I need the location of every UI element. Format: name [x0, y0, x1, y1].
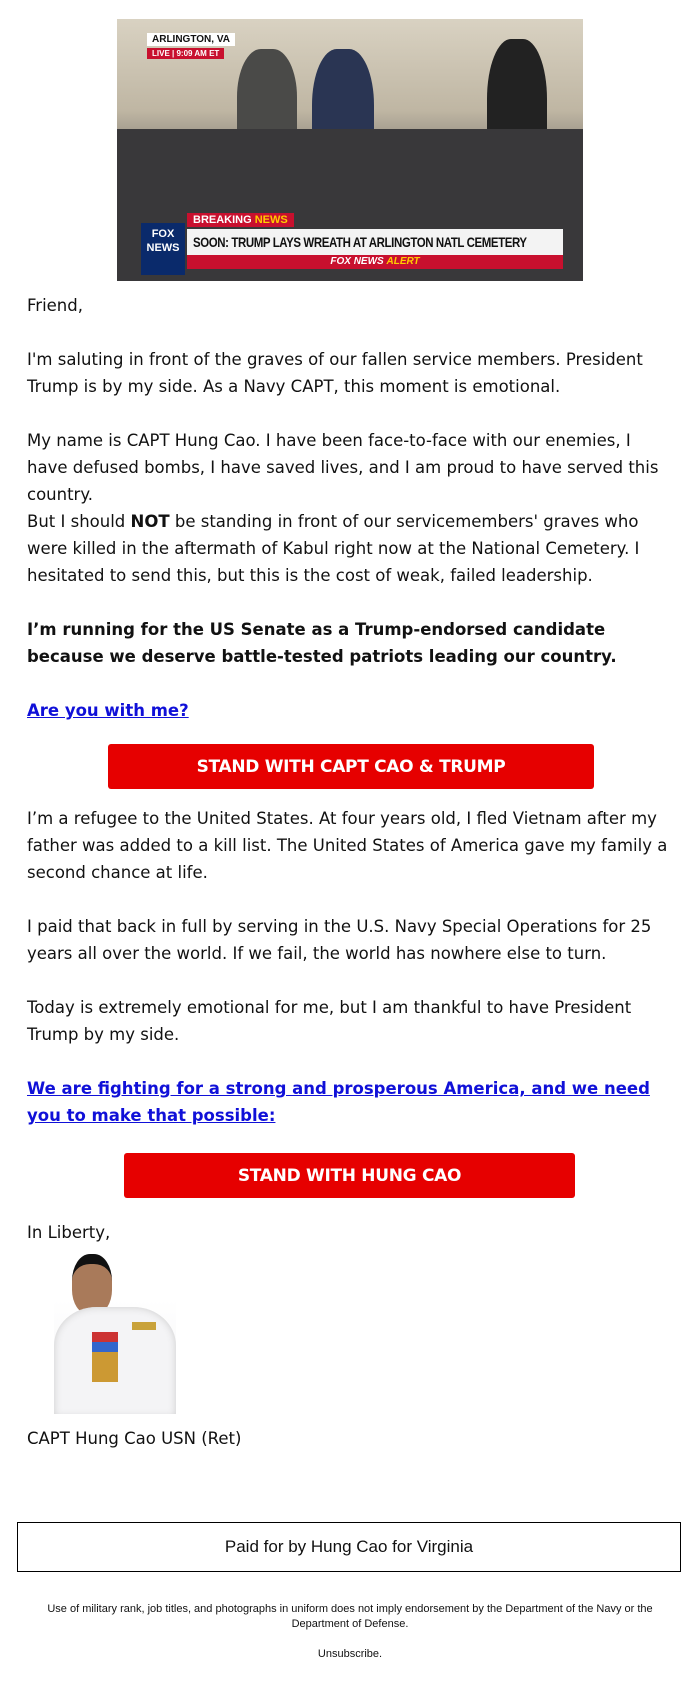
image-alert-bar: FOX NEWS ALERT [187, 255, 563, 269]
paragraph-bold: I’m running for the US Senate as a Trump-endorsed candidate because we deserve battle-tested patriots leading our country. [27, 620, 617, 666]
paragraph: I paid that back in full by serving in the U.S. Navy Special Operations for 25 years all over the world. If we fail, the world has nowhere else to turn. [27, 917, 652, 963]
military-disclaimer: Use of military rank, job titles, and photographs in uniform does not imply endorsement by the Department of the Navy or the Department of Defense. [47, 1603, 653, 1630]
stand-with-cao-trump-button[interactable]: STAND WITH CAPT CAO & TRUMP [108, 744, 594, 789]
signature: CAPT Hung Cao USN (Ret) [27, 1429, 242, 1448]
paragraph: But I should NOT be standing in front of our servicemembers' graves who were killed in the aftermath of Kabul right now at the National Cemetery. I hesitated to send this, but this is the cost of weak, failed leadership. [27, 512, 640, 585]
are-you-with-me-link[interactable]: Are you with me? [27, 701, 189, 720]
paid-for-disclaimer-box: Paid for by Hung Cao for Virginia [17, 1522, 681, 1572]
image-headline: SOON: TRUMP LAYS WREATH AT ARLINGTON NATL CEMETERY [193, 234, 527, 250]
paragraph: I’m a refugee to the United States. At four years old, I fled Vietnam after my father was added to a kill list. The United States of America gave my family a second chance at life. [27, 809, 668, 882]
paragraph: I'm saluting in front of the graves of our fallen service members. President Trump is by my side. As a Navy CAPT, this moment is emotional. [27, 350, 643, 396]
image-headline-bar [187, 229, 563, 255]
unsubscribe-link[interactable]: Unsubscribe. [317, 1648, 383, 1660]
hero-news-image [117, 19, 583, 281]
paragraph: Today is extremely emotional for me, but I am thankful to have President Trump by my side. [27, 998, 632, 1044]
paragraph: My name is CAPT Hung Cao. I have been face-to-face with our enemies, I have defused bombs, I have saved lives, and I am proud to have served this country. [27, 431, 659, 504]
image-breaking-tag: BREAKING NEWS [187, 213, 294, 227]
fighting-for-america-link[interactable]: We are fighting for a strong and prosperous America, and we need you to make that possible: [27, 1079, 650, 1125]
stand-with-hung-cao-button[interactable]: STAND WITH HUNG CAO [124, 1153, 575, 1198]
image-location-tag: ARLINGTON, VA [147, 33, 235, 46]
fox-news-logo: FOX NEWS [141, 223, 185, 275]
signoff: In Liberty, [27, 1223, 111, 1242]
candidate-headshot [54, 1252, 176, 1414]
image-live-tag: LIVE | 9:09 AM ET [147, 48, 224, 59]
greeting: Friend, [27, 296, 83, 315]
